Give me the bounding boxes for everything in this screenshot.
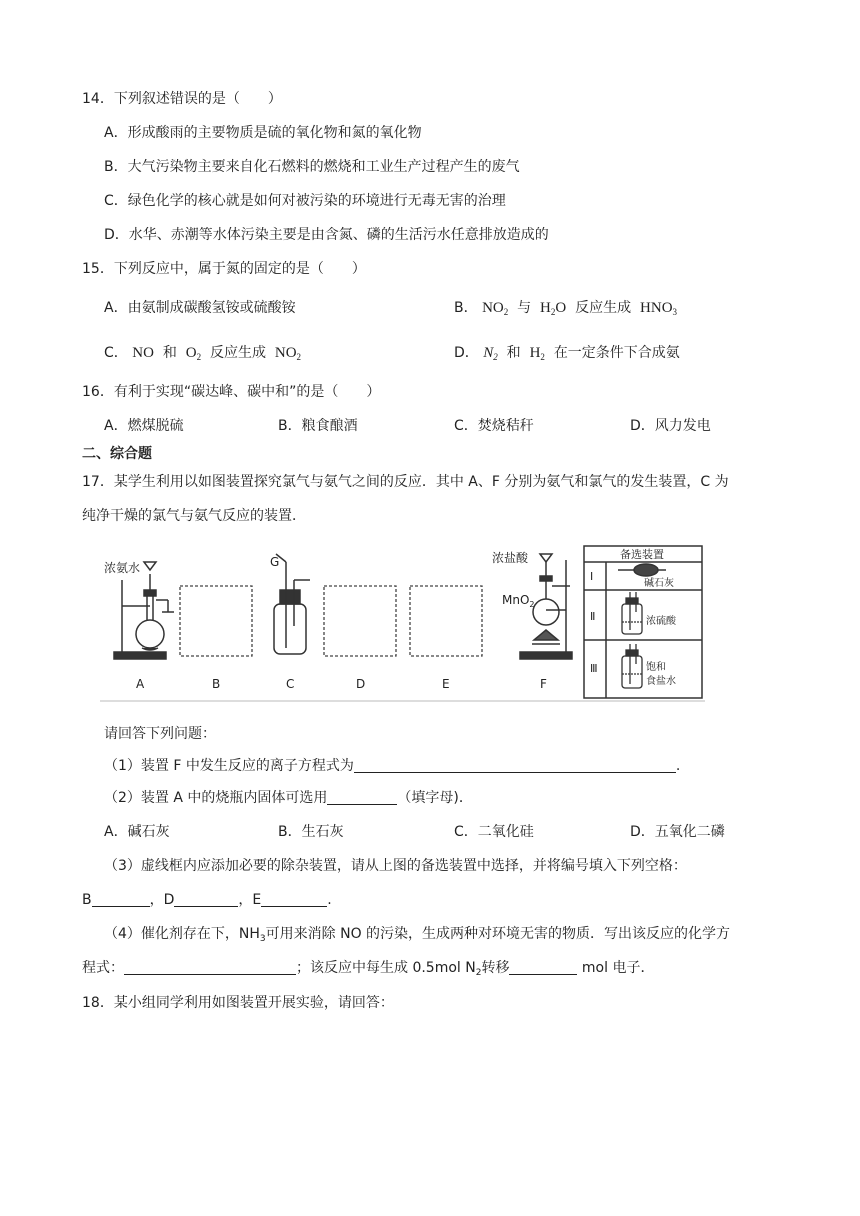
apparatus-c: [274, 554, 310, 654]
wash-bottle-brine: [622, 644, 642, 688]
q15-stem: 15．下列反应中，属于氮的固定的是（ ）: [82, 261, 366, 277]
letter-d: D: [356, 677, 366, 691]
q16-option-c: C．焚烧秸秆: [454, 418, 534, 434]
section-title: 二、综合题: [82, 446, 152, 462]
o2-formula: $O_2$: [185, 345, 202, 362]
answer-blank-electrons[interactable]: [509, 959, 577, 975]
row2-number: Ⅱ: [590, 610, 596, 623]
dashed-box-b: [180, 586, 252, 656]
q17-prompt: 请回答下列问题：: [104, 726, 216, 742]
answer-blank-equation[interactable]: [124, 959, 296, 975]
q14-option-c: C．绿色化学的核心就是如何对被污染的环境进行无毒无害的治理: [104, 193, 506, 209]
q16-option-a: A．燃煤脱硫: [104, 418, 184, 434]
q17-part4-line1: （4）催化剂存在下，$NH_3$可用来消除 NO 的污染，生成两种对环境无害的物质．写出该反应的化学方: [104, 926, 731, 944]
q14-option-a: A．形成酸雨的主要物质是硫的氧化物和氮的氧化物: [104, 125, 422, 141]
wash-bottle-h2so4: [622, 592, 642, 634]
q17-stem-line1: 17．某学生利用以如图装置探究氯气与氨气之间的反应．其中 A、F 分别为氨气和氯气的发生装置，C 为: [82, 474, 729, 490]
q17-part1: （1）装置 F 中发生反应的离子方程式为 .: [104, 758, 681, 774]
label-conc-ammonia: 浓氨水: [104, 561, 141, 575]
q17-part2-option-d: D．五氧化二磷: [630, 824, 725, 840]
q17-stem-line2: 纯净干燥的氯气与氨气反应的装置．: [82, 508, 306, 524]
q17-part2-option-a: A．碱石灰: [104, 824, 170, 840]
answer-blank-d[interactable]: [174, 891, 238, 907]
q15-option-c: C． NO 和 $O_2$ 反应生成 $NO_2$: [104, 345, 302, 362]
no2-formula: $NO_2$: [482, 300, 509, 317]
no2-formula: $NO_2$: [274, 345, 302, 362]
row1-number: Ⅰ: [590, 570, 594, 583]
row3-number: Ⅲ: [590, 662, 598, 675]
q17-part3-line1: （3）虚线框内应添加必要的除杂装置，请从上图的备选装置中选择，并将编号填入下列空格：: [104, 858, 687, 874]
q16-option-b: B．粮食酿酒: [278, 418, 358, 434]
q17-part4-line2: 程式： ；该反应中每生成 0.5mol $N_2$转移 mol 电子．: [82, 960, 655, 978]
q16-stem: 16．有利于实现“碳达峰、碳中和”的是（ ）: [82, 384, 381, 400]
label-saturated: 饱和: [646, 662, 666, 673]
letter-f: F: [540, 677, 547, 691]
letter-e: E: [442, 677, 450, 691]
q16-option-d: D．风力发电: [630, 418, 711, 434]
label-conc-h2so4: 浓硫酸: [646, 616, 676, 627]
q17-part2: （2）装置 A 中的烧瓶内固体可选用 （填字母)．: [104, 790, 473, 806]
dashed-box-d: [324, 586, 396, 656]
letter-b: B: [212, 677, 221, 691]
q17-part2-option-b: B．生石灰: [278, 824, 344, 840]
h2-formula: $H_2$: [529, 345, 545, 362]
answer-blank-e[interactable]: [261, 891, 327, 907]
q15-option-b: B． $NO_2$ 与 $H_2O$ 反应生成 $HNO_3$: [454, 300, 678, 317]
answer-blank-1[interactable]: [354, 757, 676, 773]
letter-c: C: [286, 677, 295, 691]
apparatus-a: [114, 562, 174, 659]
no-formula: NO: [132, 345, 154, 361]
h2o-formula: $H_2O$: [540, 300, 567, 317]
q18-stem: 18．某小组同学利用如图装置开展实验，请回答：: [82, 995, 394, 1011]
label-soda-lime: 碱石灰: [644, 578, 674, 589]
table-title: 备选装置: [620, 548, 664, 561]
hno3-formula: $HNO_3$: [640, 300, 678, 317]
q17-part2-option-c: C．二氧化硅: [454, 824, 534, 840]
answer-blank-2[interactable]: [327, 789, 397, 805]
label-conc-hcl: 浓盐酸: [492, 551, 529, 565]
q14-option-b: B．大气污染物主要来自化石燃料的燃烧和工业生产过程产生的废气: [104, 159, 520, 175]
letter-a: A: [136, 677, 145, 691]
answer-blank-b[interactable]: [92, 891, 150, 907]
n2-formula: $N_2$: [483, 345, 498, 362]
q14-option-d: D．水华、赤潮等水体污染主要是由含氮、磷的生活污水任意排放造成的: [104, 227, 549, 243]
q15-option-a: A．由氨制成碳酸氢铵或硫酸铵: [104, 300, 296, 316]
apparatus-figure: [100, 540, 705, 702]
drying-tube: [618, 564, 666, 576]
label-mno2: MnO$_2$: [502, 593, 535, 609]
label-g: G: [270, 555, 280, 569]
label-brine: 食盐水: [646, 676, 676, 687]
q17-part3-line2: B ，D ，E .: [82, 892, 332, 908]
dashed-box-e: [410, 586, 482, 656]
q14-stem: 14．下列叙述错误的是（ ）: [82, 91, 282, 107]
q15-option-d: D． $N_2$ 和 $H_2$ 在一定条件下合成氨: [454, 345, 680, 362]
